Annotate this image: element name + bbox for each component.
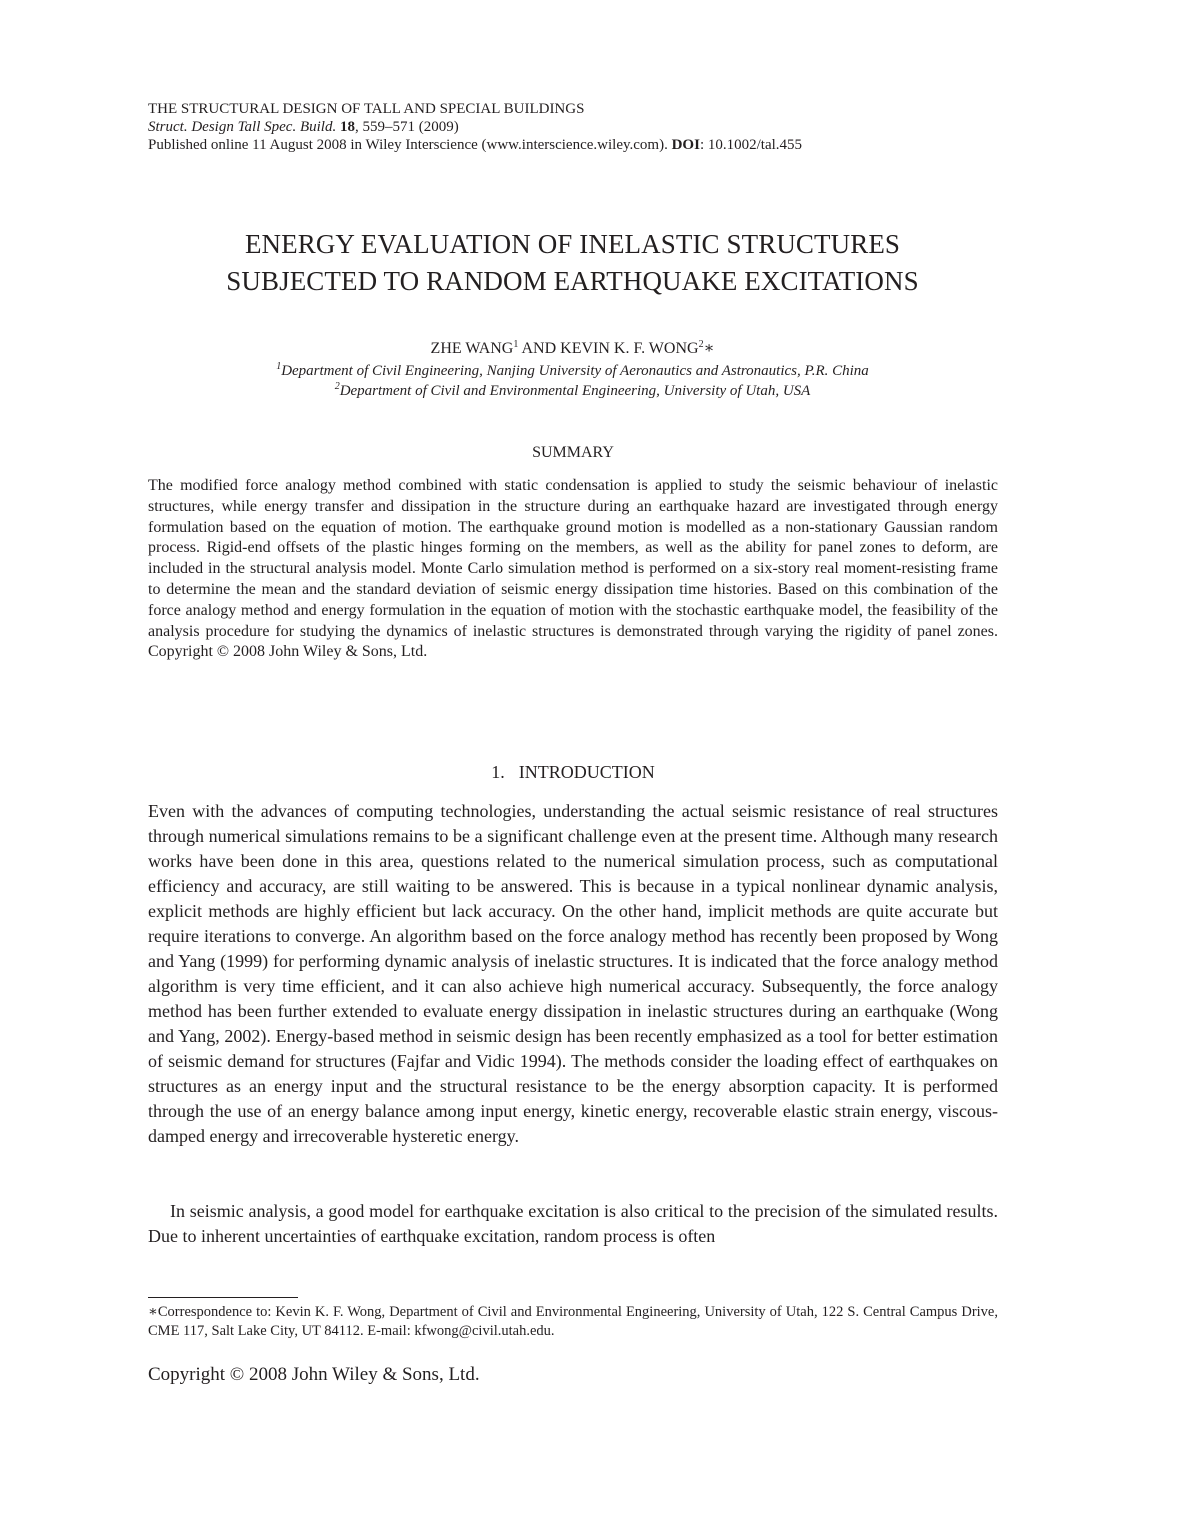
footnote-divider — [148, 1297, 298, 1298]
intro-paragraph-1: Even with the advances of computing technologies, understanding the actual seismic resistance of real structures through numerical simulations remains to be a significant challenge even at the present time. Although many research works have been done in this area, questions related to the numerical simulation process, such as computational efficiency and accuracy, are still waiting to be answered. This is because in a typical nonlinear dynamic analysis, explicit methods are highly efficient but lack accuracy. On the other hand, implicit methods are quite accurate but require iterations to converge. An algorithm based on the force analogy method has recently been proposed by Wong and Yang (1999) for performing dynamic analysis of inelastic structures. It is indicated that the force analogy method algorithm is very time efficient, and it can also achieve high numerical accuracy. Subsequently, the force analogy method has been further extended to evaluate energy dissipation in inelastic structures during an earthquake (Wong and Yang, 2002). Energy-based method in seismic design has been recently emphasized as a tool for better estimation of seismic demand for structures (Fajfar and Vidic 1994). The methods consider the loading effect of earthquakes on structures as an energy input and the structural resistance to be the energy absorption capacity. It is performed through the use of an energy balance among input energy, kinetic energy, recoverable elastic strain energy, viscous-damped energy and irrecoverable hysteretic energy. — [148, 801, 998, 1146]
author-1: ZHE WANG — [430, 340, 514, 357]
correspondence-mark: ∗ — [703, 340, 715, 357]
affiliation-2-text: Department of Civil and Environmental Engineering, University of Utah, USA — [339, 383, 811, 399]
intro-paragraph-2: In seismic analysis, a good model for earthquake excitation is also critical to the precision of the simulated results. Due to inherent uncertainties of earthquake excitation, random process is often — [148, 1201, 998, 1246]
published-online: Published online 11 August 2008 in Wiley Interscience (www.interscience.wiley.com). — [148, 137, 672, 153]
affiliation-2 — [100, 381, 1045, 401]
journal-header — [148, 100, 1048, 154]
title-line-2: SUBJECTED TO RANDOM EARTHQUAKE EXCITATIONS — [226, 266, 919, 296]
journal-name: THE STRUCTURAL DESIGN OF TALL AND SPECIAL BUILDINGS — [148, 101, 585, 117]
affiliation-1-text: Department of Civil Engineering, Nanjing University of Aeronautics and Astronautics, P.R. China — [281, 363, 869, 379]
doi-label: DOI — [671, 137, 700, 153]
footnote-text: Correspondence to: Kevin K. F. Wong, Department of Civil and Environmental Engineering, University of Utah, 122 S. Central Campus Drive, CME 117, Salt Lake City, UT 84112. E-mail: kfwong@civil.utah.edu. — [148, 1304, 998, 1339]
citation-line — [148, 118, 1048, 136]
summary-text: The modified force analogy method combined with static condensation is applied to study the seismic behaviour of inelastic structures, while energy transfer and dissipation in the structure during an earthquake hazard are investigated through energy formulation based on the equation of motion. The earthquake ground motion is modelled as a non-stationary Gaussian random process. Rigid-end offsets of the plastic hinges forming on the members, as well as the ability for panel zones to deform, are included in the structural analysis model. Monte Carlo simulation method is performed on a six-story real moment-resisting frame to determine the mean and the standard deviation of seismic energy dissipation time histories. Based on this combination of the force analogy method and energy formulation in the equation of motion with the stochastic earthquake model, the feasibility of the analysis procedure for studying the dynamics of inelastic structures is demonstrated through varying the rigidity of panel zones. Copyright © 2008 John Wiley & Sons, Ltd. — [148, 477, 998, 661]
section-heading-introduction — [148, 760, 998, 784]
section-number: 1. — [491, 762, 505, 782]
section-title: INTRODUCTION — [518, 762, 655, 782]
summary-heading: SUMMARY — [532, 444, 614, 461]
citation-volume: 18 — [339, 119, 355, 135]
affiliation-1-mark: 1 — [276, 361, 282, 372]
citation-abbrev: Struct. Design Tall Spec. Build. — [148, 119, 337, 135]
published-line — [148, 136, 1048, 154]
author-2: KEVIN K. F. WONG — [560, 340, 699, 357]
author-connector: AND — [518, 340, 561, 357]
title-line-1: ENERGY EVALUATION OF INELASTIC STRUCTURES — [244, 229, 901, 259]
footnote-mark: ∗ — [148, 1304, 158, 1320]
copyright-footer: Copyright © 2008 John Wiley & Sons, Ltd. — [148, 1364, 480, 1385]
affiliation-2-mark: 2 — [334, 381, 340, 392]
doi-value: : 10.1002/tal.455 — [699, 137, 803, 153]
citation-pages: , 559–571 (2009) — [354, 119, 459, 135]
author-2-affil-mark: 2 — [698, 339, 704, 350]
correspondence-footnote — [148, 1303, 998, 1341]
author-line — [100, 339, 1045, 359]
paper-title — [100, 226, 1045, 300]
affiliation-1 — [100, 361, 1045, 381]
author-1-affil-mark: 1 — [513, 339, 519, 350]
